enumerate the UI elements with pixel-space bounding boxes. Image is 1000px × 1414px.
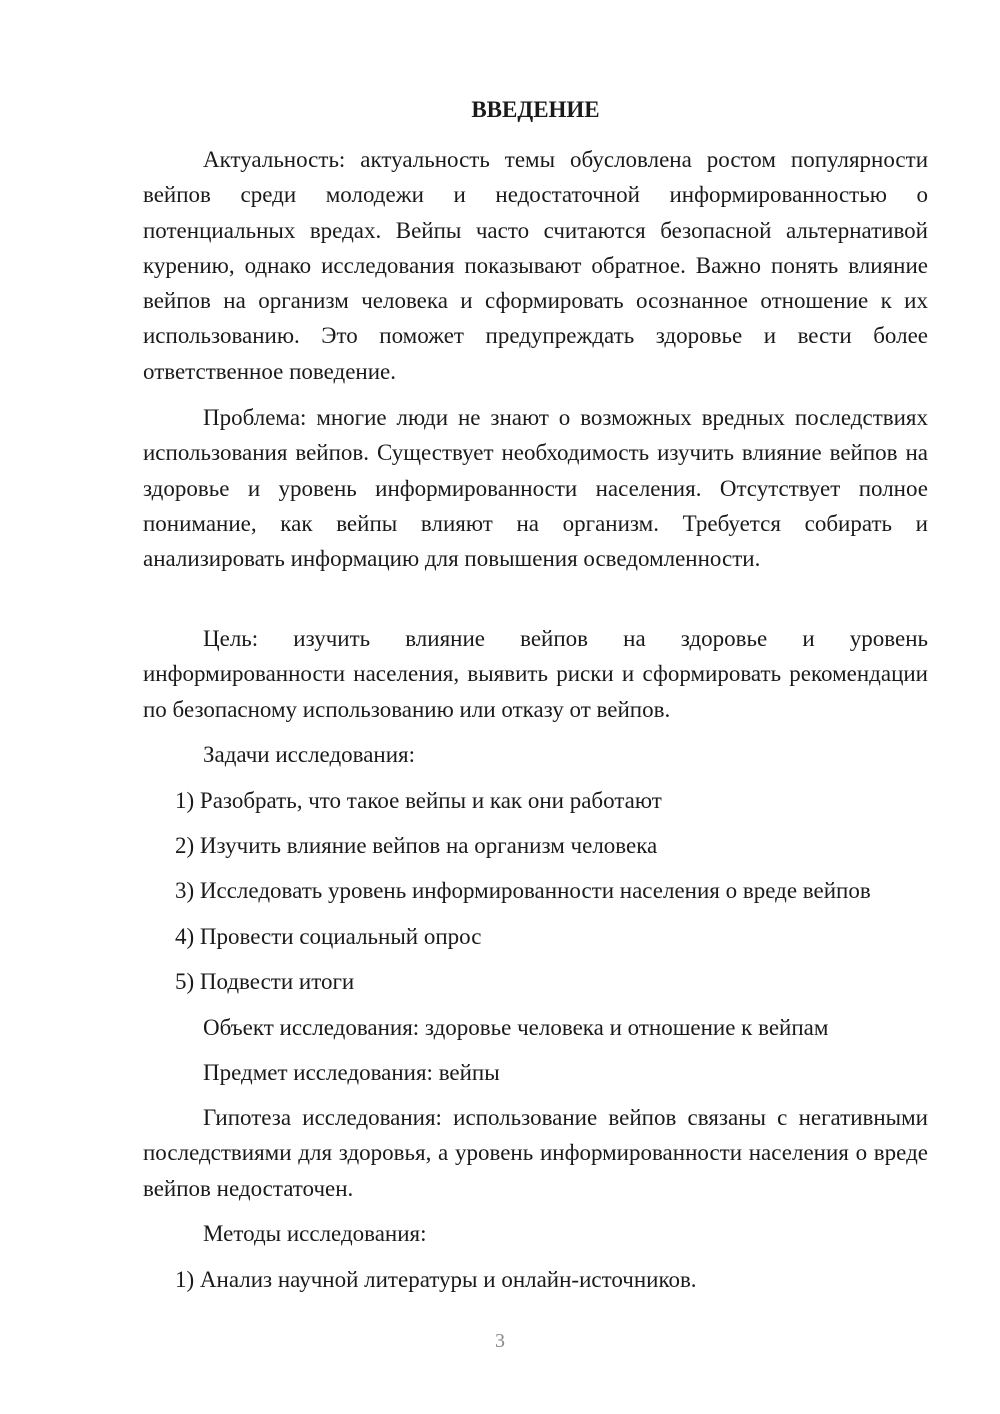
- problem-text: Проблема: многие люди не знают о возможных вредных последствиях использования вейпов. Существует необходимость изучить влияние вейпов на здоровье и уровень информированности населения. Отсутствует полное понимание, как вейпы влияют на организм. Требуется собирать и анализировать информацию для повышения осведомленности.: [143, 405, 928, 572]
- task-item-1: 1) Разобрать, что такое вейпы и как они работают: [175, 788, 662, 813]
- relevance-text: Актуальность: актуальность темы обусловлена ростом популярности вейпов среди молодежи и недостаточной информированностью о потенциальных вредах. Вейпы часто считаются безопасной альтернативой курению, однако исследования показывают обратное. Важно понять влияние вейпов на организм человека и сформировать осознанное отношение к их использованию. Это поможет предупреждать здоровье и вести более ответственное поведение.: [143, 147, 928, 384]
- section-title: ВВЕДЕНИЕ: [471, 97, 600, 122]
- goal-text: Цель: изучить влияние вейпов на здоровье и уровень информированности населения, выявить риски и сформировать рекомендации по безопасному использованию или отказу от вейпов.: [143, 626, 928, 722]
- page-number: 3: [495, 1330, 505, 1352]
- relevance-paragraph: [143, 142, 928, 389]
- hypothesis-text: Гипотеза исследования: использование вейпов связаны с негативными последствиями для здоровья, а уровень информированности населения о вреде вейпов недостаточен.: [143, 1105, 928, 1201]
- goal-paragraph: [143, 621, 928, 727]
- task-item-5: 5) Подвести итоги: [175, 969, 355, 994]
- task-item-3: 3) Исследовать уровень информированности населения о вреде вейпов: [175, 878, 871, 903]
- tasks-heading: Задачи исследования:: [203, 742, 416, 767]
- research-subject: Предмет исследования: вейпы: [203, 1060, 500, 1085]
- task-item-2: 2) Изучить влияние вейпов на организм человека: [175, 833, 658, 858]
- research-object: Объект исследования: здоровье человека и отношение к вейпам: [203, 1015, 829, 1040]
- problem-paragraph: [143, 400, 928, 576]
- task-item-4: 4) Провести социальный опрос: [175, 924, 482, 949]
- hypothesis-paragraph: [143, 1100, 928, 1206]
- method-item-1: 1) Анализ научной литературы и онлайн-источников.: [175, 1267, 697, 1292]
- methods-heading: Методы исследования:: [203, 1221, 427, 1246]
